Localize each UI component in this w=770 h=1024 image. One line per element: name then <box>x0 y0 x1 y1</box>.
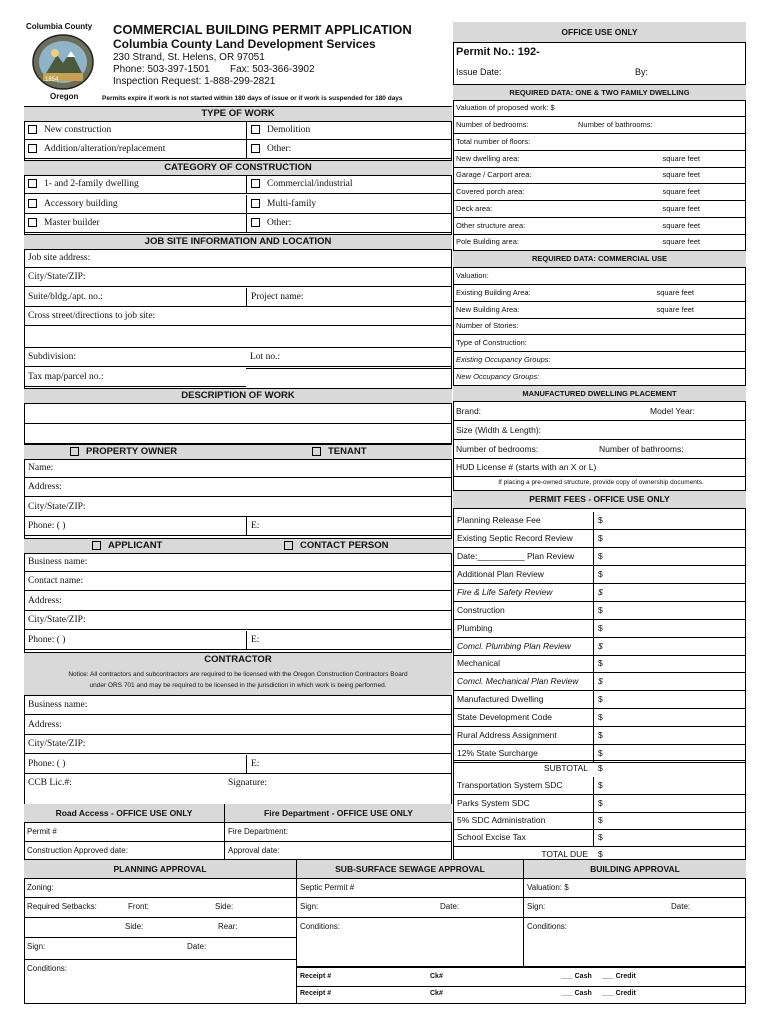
other-structure-row[interactable] <box>453 218 746 235</box>
res-bathrooms-label: Number of bathrooms: <box>578 120 653 129</box>
commercial-option[interactable] <box>246 175 452 194</box>
rear-label: Rear: <box>218 922 238 931</box>
fee-label: Comcl. Plumbing Plan Review <box>457 641 571 651</box>
addition-checkbox[interactable] <box>28 144 37 153</box>
dwelling-area-row[interactable] <box>453 151 746 168</box>
credit-2-label: ___ Credit <box>602 990 636 997</box>
state-label: Oregon <box>50 92 79 101</box>
fee-row[interactable] <box>453 673 746 691</box>
other-work-option[interactable] <box>246 140 452 159</box>
fees-heading: PERMIT FEES - OFFICE USE ONLY <box>453 491 746 509</box>
model-year-label: Model Year: <box>650 406 695 416</box>
owner-phone-field[interactable]: Phone: ( ) <box>24 517 246 536</box>
pre-owned-note: If placing a pre-owned structure, provide copy of ownership documents. <box>453 476 746 491</box>
owner-name-field[interactable]: Name: <box>24 459 452 478</box>
existing-area-row[interactable] <box>453 285 746 302</box>
fee-label: Fire & Life Safety Review <box>457 587 553 597</box>
addition-option[interactable] <box>24 140 246 159</box>
deck-area-unit: square feet <box>662 204 700 213</box>
page-subtitle: Columbia County Land Development Services <box>113 37 376 51</box>
contractor-notice-line-1: Notice: All contractors and subcontractors are required to be licensed with the Oregon Construction Contractors Board <box>68 671 408 678</box>
front-label: Front: <box>128 902 149 911</box>
building-conditions-field[interactable]: Conditions: <box>524 918 746 967</box>
fee-row[interactable] <box>453 620 746 638</box>
building-date-label: Date: <box>671 902 691 911</box>
other-work-checkbox[interactable] <box>251 144 260 153</box>
one-two-family-checkbox[interactable] <box>28 179 37 188</box>
type-of-work-heading: TYPE OF WORK <box>24 106 452 122</box>
contractor-address-field[interactable]: Address: <box>24 716 452 735</box>
dwelling-area-unit: square feet <box>662 154 700 163</box>
cash-2-label: ___ Cash <box>561 990 592 997</box>
garage-area-unit: square feet <box>662 170 700 179</box>
fee-label: 12% State Surcharge <box>457 748 538 758</box>
other-category-option[interactable] <box>246 214 452 233</box>
tax-map-field[interactable]: Tax map/parcel no.: <box>24 368 246 387</box>
ck-1-label: Ck# <box>430 973 443 980</box>
fee-row[interactable] <box>453 727 746 745</box>
res-bedrooms-row[interactable] <box>453 117 746 134</box>
garage-area-label: Garage / Carport area: <box>456 170 532 179</box>
office-fax: Fax: 503-366-3902 <box>230 64 315 75</box>
sewage-date-label: Date: <box>440 902 460 911</box>
description-line-1[interactable] <box>24 403 452 424</box>
fee-amount-field[interactable]: $ <box>593 638 603 655</box>
fee-label: Comcl. Mechanical Plan Review <box>457 676 579 686</box>
septic-permit-field[interactable]: Septic Permit # <box>297 879 523 898</box>
construction-type-field[interactable]: Type of Construction: <box>453 335 746 352</box>
stories-field[interactable]: Number of Stories: <box>453 318 746 335</box>
accessory-option[interactable] <box>24 195 246 214</box>
fee-row[interactable] <box>453 530 746 548</box>
ck-2-label: Ck# <box>430 990 443 997</box>
addition-label: Addition/alteration/replacement <box>44 144 166 154</box>
lot-field[interactable]: Lot no.: <box>246 348 452 367</box>
fee-row[interactable] <box>453 829 746 847</box>
pole-area-row[interactable] <box>453 234 746 251</box>
porch-area-label: Covered porch area: <box>456 187 525 196</box>
fee-label: Date:__________ Plan Review <box>457 551 575 561</box>
sewage-sign-label: Sign: <box>300 902 319 911</box>
issued-by[interactable]: By: <box>635 67 649 77</box>
com-valuation-field[interactable]: Valuation: <box>453 268 746 285</box>
demolition-label: Demolition <box>267 125 311 135</box>
fee-label: Planning Release Fee <box>457 515 541 525</box>
tenant-heading[interactable] <box>246 444 452 460</box>
hud-license-field[interactable]: HUD License # (starts with an X or L) <box>453 458 746 477</box>
sewage-conditions-field[interactable]: Conditions: <box>297 918 523 967</box>
credit-1-label: ___ Credit <box>602 973 636 980</box>
fee-row[interactable] <box>453 512 746 530</box>
contact-person-heading[interactable] <box>246 538 452 554</box>
mfg-bedrooms-label: Number of bedrooms: <box>456 444 539 454</box>
res-data-heading: REQUIRED DATA: ONE & TWO FAMILY DWELLING <box>453 84 746 101</box>
issue-date[interactable]: Issue Date: <box>456 67 502 77</box>
fire-approval-field[interactable]: Approval date: <box>224 842 452 860</box>
fee-amount-field[interactable]: $ <box>593 795 603 812</box>
fee-label: State Development Code <box>457 712 552 722</box>
contractor-email-field[interactable]: E: <box>246 755 452 774</box>
county-seal-icon <box>31 33 95 91</box>
applicant-email-field[interactable]: E: <box>246 631 452 650</box>
subdivision-field[interactable]: Subdivision: <box>24 348 246 367</box>
receipt-1-label: Receipt # <box>300 973 332 980</box>
fee-row[interactable] <box>453 812 746 830</box>
side2-label: Side: <box>125 922 144 931</box>
road-permit-field[interactable]: Permit # <box>24 823 224 842</box>
property-owner-checkbox[interactable] <box>70 447 79 456</box>
res-bedrooms-label: Number of bedrooms: <box>456 120 529 129</box>
contact-person-label: CONTACT PERSON <box>300 540 389 551</box>
fee-amount-field[interactable]: $ <box>593 602 603 619</box>
suite-field[interactable]: Suite/bldg./apt. no.: <box>24 288 246 307</box>
fee-label: Additional Plan Review <box>457 569 544 579</box>
fee-amount-field[interactable]: $ <box>593 673 603 690</box>
contractor-signature-field[interactable]: Signature: <box>228 778 268 788</box>
other-work-label: Other: <box>267 144 292 154</box>
fire-department-heading: Fire Department - OFFICE USE ONLY <box>224 804 452 823</box>
multi-family-option[interactable] <box>246 195 452 214</box>
owner-address-field[interactable]: Address: <box>24 478 452 497</box>
contractor-notice <box>24 666 452 696</box>
applicant-city-field[interactable]: City/State/ZIP: <box>24 611 452 630</box>
job-site-address-field[interactable]: Job site address: <box>24 249 452 268</box>
fee-amount-field[interactable]: $ <box>593 812 603 829</box>
existing-area-unit: square feet <box>656 288 694 297</box>
master-builder-label: Master builder <box>44 218 100 228</box>
planning-date-label: Date: <box>187 942 207 951</box>
fee-label: SUBTOTAL <box>543 763 588 773</box>
brand-label: Brand: <box>456 406 482 416</box>
new-occupancy-field[interactable]: New Occupancy Groups: <box>453 369 746 386</box>
other-structure-unit: square feet <box>662 221 700 230</box>
accessory-checkbox[interactable] <box>28 199 37 208</box>
fire-department-field[interactable]: Fire Department: <box>224 823 452 842</box>
fee-label: Rural Address Assignment <box>457 730 557 740</box>
fee-row[interactable] <box>453 655 746 673</box>
cross-street-field[interactable]: Cross street/directions to job site: <box>24 307 452 326</box>
fee-label: Construction <box>457 605 505 615</box>
demolition-checkbox[interactable] <box>251 125 260 134</box>
county-label: Columbia County <box>26 22 93 31</box>
building-heading: BUILDING APPROVAL <box>524 860 746 879</box>
one-two-family-label: 1- and 2-family dwelling <box>44 179 139 189</box>
receipt-2-label: Receipt # <box>300 990 332 997</box>
receipt-row-1[interactable] <box>297 967 746 987</box>
existing-area-label: Existing Building Area: <box>456 288 531 297</box>
commercial-label: Commercial/industrial <box>267 179 353 189</box>
size-field[interactable]: Size (Width & Length): <box>453 421 746 440</box>
applicant-phone-field[interactable]: Phone: ( ) <box>24 631 246 650</box>
fee-label: Mechanical <box>457 658 500 668</box>
fee-row[interactable] <box>453 795 746 813</box>
fee-label: Existing Septic Record Review <box>457 533 573 543</box>
garage-area-row[interactable] <box>453 167 746 184</box>
mfg-bedrooms-row[interactable] <box>453 440 746 459</box>
fee-amount-field[interactable]: $ <box>593 727 603 744</box>
fee-label: TOTAL DUE <box>541 849 588 859</box>
fee-label: Manufactured Dwelling <box>457 694 544 704</box>
job-site-heading: JOB SITE INFORMATION AND LOCATION <box>24 234 452 250</box>
fee-label: School Excise Tax <box>457 832 526 842</box>
new-construction-option[interactable] <box>24 121 246 140</box>
road-approved-field[interactable]: Construction Approved date: <box>27 846 128 855</box>
mfg-bathrooms-label: Number of bathrooms: <box>599 444 684 454</box>
res-floors-field[interactable]: Total number of floors: <box>453 134 746 151</box>
fee-amount-field[interactable]: $ <box>593 620 603 637</box>
contractor-business-field[interactable]: Business name: <box>24 696 452 715</box>
fee-row[interactable] <box>453 548 746 566</box>
pole-area-label: Pole Building area: <box>456 237 519 246</box>
sewage-sign-row[interactable] <box>297 898 523 918</box>
applicant-contact-field[interactable]: Contact name: <box>24 572 452 591</box>
setbacks-row-2[interactable] <box>24 918 296 938</box>
receipt-row-2[interactable] <box>297 985 746 1003</box>
description-heading: DESCRIPTION OF WORK <box>24 388 452 404</box>
manufactured-heading: MANUFACTURED DWELLING PLACEMENT <box>453 386 746 402</box>
multi-family-label: Multi-family <box>267 199 317 209</box>
setbacks-label: Required Setbacks: <box>27 902 97 911</box>
side-label: Side: <box>215 902 234 911</box>
seal-year: 1854 <box>45 77 59 83</box>
fee-amount-field[interactable]: $ <box>593 512 603 529</box>
fee-label: 5% SDC Administration <box>457 815 546 825</box>
other-category-checkbox[interactable] <box>251 218 260 227</box>
project-name-field[interactable]: Project name: <box>246 288 452 307</box>
new-construction-checkbox[interactable] <box>28 125 37 134</box>
multi-family-checkbox[interactable] <box>251 199 260 208</box>
cross-street-line-2[interactable] <box>24 326 452 348</box>
new-area-unit: square feet <box>656 305 694 314</box>
contractor-phone-field[interactable]: Phone: ( ) <box>24 755 246 774</box>
res-valuation-field[interactable]: Valuation of proposed work: $ <box>453 100 746 117</box>
fee-row[interactable] <box>453 584 746 602</box>
office-phone: Phone: 503-397-1501 <box>113 64 210 75</box>
brand-row[interactable] <box>453 402 746 421</box>
planning-conditions-field[interactable]: Conditions: <box>27 964 68 973</box>
new-construction-label: New construction <box>44 125 112 135</box>
fee-amount-field[interactable]: $ <box>593 584 603 601</box>
new-area-label: New Building Area: <box>456 305 520 314</box>
fee-amount-field[interactable]: $ <box>593 709 603 726</box>
fee-row[interactable] <box>453 709 746 727</box>
accessory-label: Accessory building <box>44 199 118 209</box>
owner-email-field[interactable]: E: <box>246 517 452 536</box>
tenant-checkbox[interactable] <box>312 447 321 456</box>
tax-map-value[interactable] <box>246 368 452 369</box>
category-heading: CATEGORY OF CONSTRUCTION <box>24 160 452 176</box>
fee-row[interactable] <box>453 602 746 620</box>
deck-area-label: Deck area: <box>456 204 493 213</box>
ccb-license-field[interactable]: CCB Lic.#: <box>28 778 72 788</box>
new-area-row[interactable] <box>453 302 746 319</box>
office-use-heading: OFFICE USE ONLY <box>453 22 746 43</box>
property-owner-label: PROPERTY OWNER <box>86 446 178 457</box>
applicant-business-field[interactable]: Business name: <box>24 553 452 572</box>
setbacks-row[interactable] <box>24 898 296 918</box>
fee-label: Transportation System SDC <box>457 780 563 790</box>
applicant-address-field[interactable]: Address: <box>24 592 452 611</box>
fee-row[interactable] <box>453 638 746 656</box>
planning-sign-row[interactable] <box>24 938 296 960</box>
fee-amount-field[interactable]: $ <box>593 566 603 583</box>
inspection-phone: Inspection Request: 1-888-299-2821 <box>113 76 276 87</box>
demolition-option[interactable] <box>246 121 452 140</box>
fee-row[interactable] <box>453 566 746 584</box>
owner-city-field[interactable]: City/State/ZIP: <box>24 498 452 517</box>
commercial-checkbox[interactable] <box>251 179 260 188</box>
other-structure-label: Other structure area: <box>456 221 526 230</box>
tenant-label: TENANT <box>328 446 367 457</box>
fee-amount-field[interactable]: $ <box>593 530 603 547</box>
fee-amount-field[interactable]: $ <box>593 745 603 762</box>
page-title: COMMERCIAL BUILDING PERMIT APPLICATION <box>113 22 412 37</box>
applicant-checkbox[interactable] <box>92 541 101 550</box>
planning-heading: PLANNING APPROVAL <box>24 860 296 879</box>
fee-label: Plumbing <box>457 623 493 633</box>
existing-occupancy-field[interactable]: Existing Occupancy Groups: <box>453 352 746 369</box>
job-site-city-field[interactable]: City/State/ZIP: <box>24 268 452 287</box>
deck-area-row[interactable] <box>453 201 746 218</box>
fee-label: Parks System SDC <box>457 798 530 808</box>
planning-sign-label: Sign: <box>27 942 46 951</box>
pole-area-unit: square feet <box>662 237 700 246</box>
property-owner-heading[interactable] <box>24 444 246 460</box>
cash-1-label: ___ Cash <box>561 973 592 980</box>
applicant-heading[interactable] <box>24 538 246 554</box>
applicant-label: APPLICANT <box>108 540 163 551</box>
com-data-heading: REQUIRED DATA: COMMERCIAL USE <box>453 251 746 268</box>
contact-person-checkbox[interactable] <box>284 541 293 550</box>
fee-amount-field[interactable]: $ <box>593 777 603 794</box>
expiry-note: Permits expire if work is not started within 180 days of issue or if work is suspended for 180 days <box>102 95 403 102</box>
dwelling-area-label: New dwelling area: <box>456 154 520 163</box>
master-builder-checkbox[interactable] <box>28 218 37 227</box>
fee-row[interactable] <box>453 777 746 795</box>
description-line-2[interactable] <box>24 424 452 444</box>
fee-amount-field[interactable]: $ <box>593 655 603 672</box>
fee-row[interactable] <box>453 691 746 709</box>
zoning-field[interactable]: Zoning: <box>24 879 296 898</box>
contractor-notice-line-2: under ORS 701 and may be required to be licensed in the jurisdiction in which work is being performed. <box>89 682 387 689</box>
fee-amount-field[interactable]: $ <box>593 548 603 565</box>
master-builder-option[interactable] <box>24 214 246 233</box>
road-access-heading: Road Access - OFFICE USE ONLY <box>24 804 224 823</box>
sewage-heading: SUB-SURFACE SEWAGE APPROVAL <box>297 860 523 879</box>
contractor-heading: CONTRACTOR <box>24 652 452 667</box>
porch-area-unit: square feet <box>662 187 700 196</box>
building-sign-label: Sign: <box>527 902 546 911</box>
porch-area-row[interactable] <box>453 184 746 201</box>
fee-row[interactable]: SUBTOTAL $ <box>453 760 746 761</box>
office-address: 230 Strand, St. Helens, OR 97051 <box>113 52 265 63</box>
permit-number[interactable]: Permit No.: 192- <box>456 46 540 58</box>
fee-amount-field[interactable]: $ <box>593 829 603 846</box>
one-two-family-option[interactable] <box>24 175 246 194</box>
contractor-city-field[interactable]: City/State/ZIP: <box>24 735 452 754</box>
building-sign-row[interactable] <box>524 898 746 918</box>
building-valuation-field[interactable]: Valuation: $ <box>524 879 746 898</box>
other-category-label: Other: <box>267 218 292 228</box>
fee-amount-field[interactable]: $ <box>593 691 603 708</box>
